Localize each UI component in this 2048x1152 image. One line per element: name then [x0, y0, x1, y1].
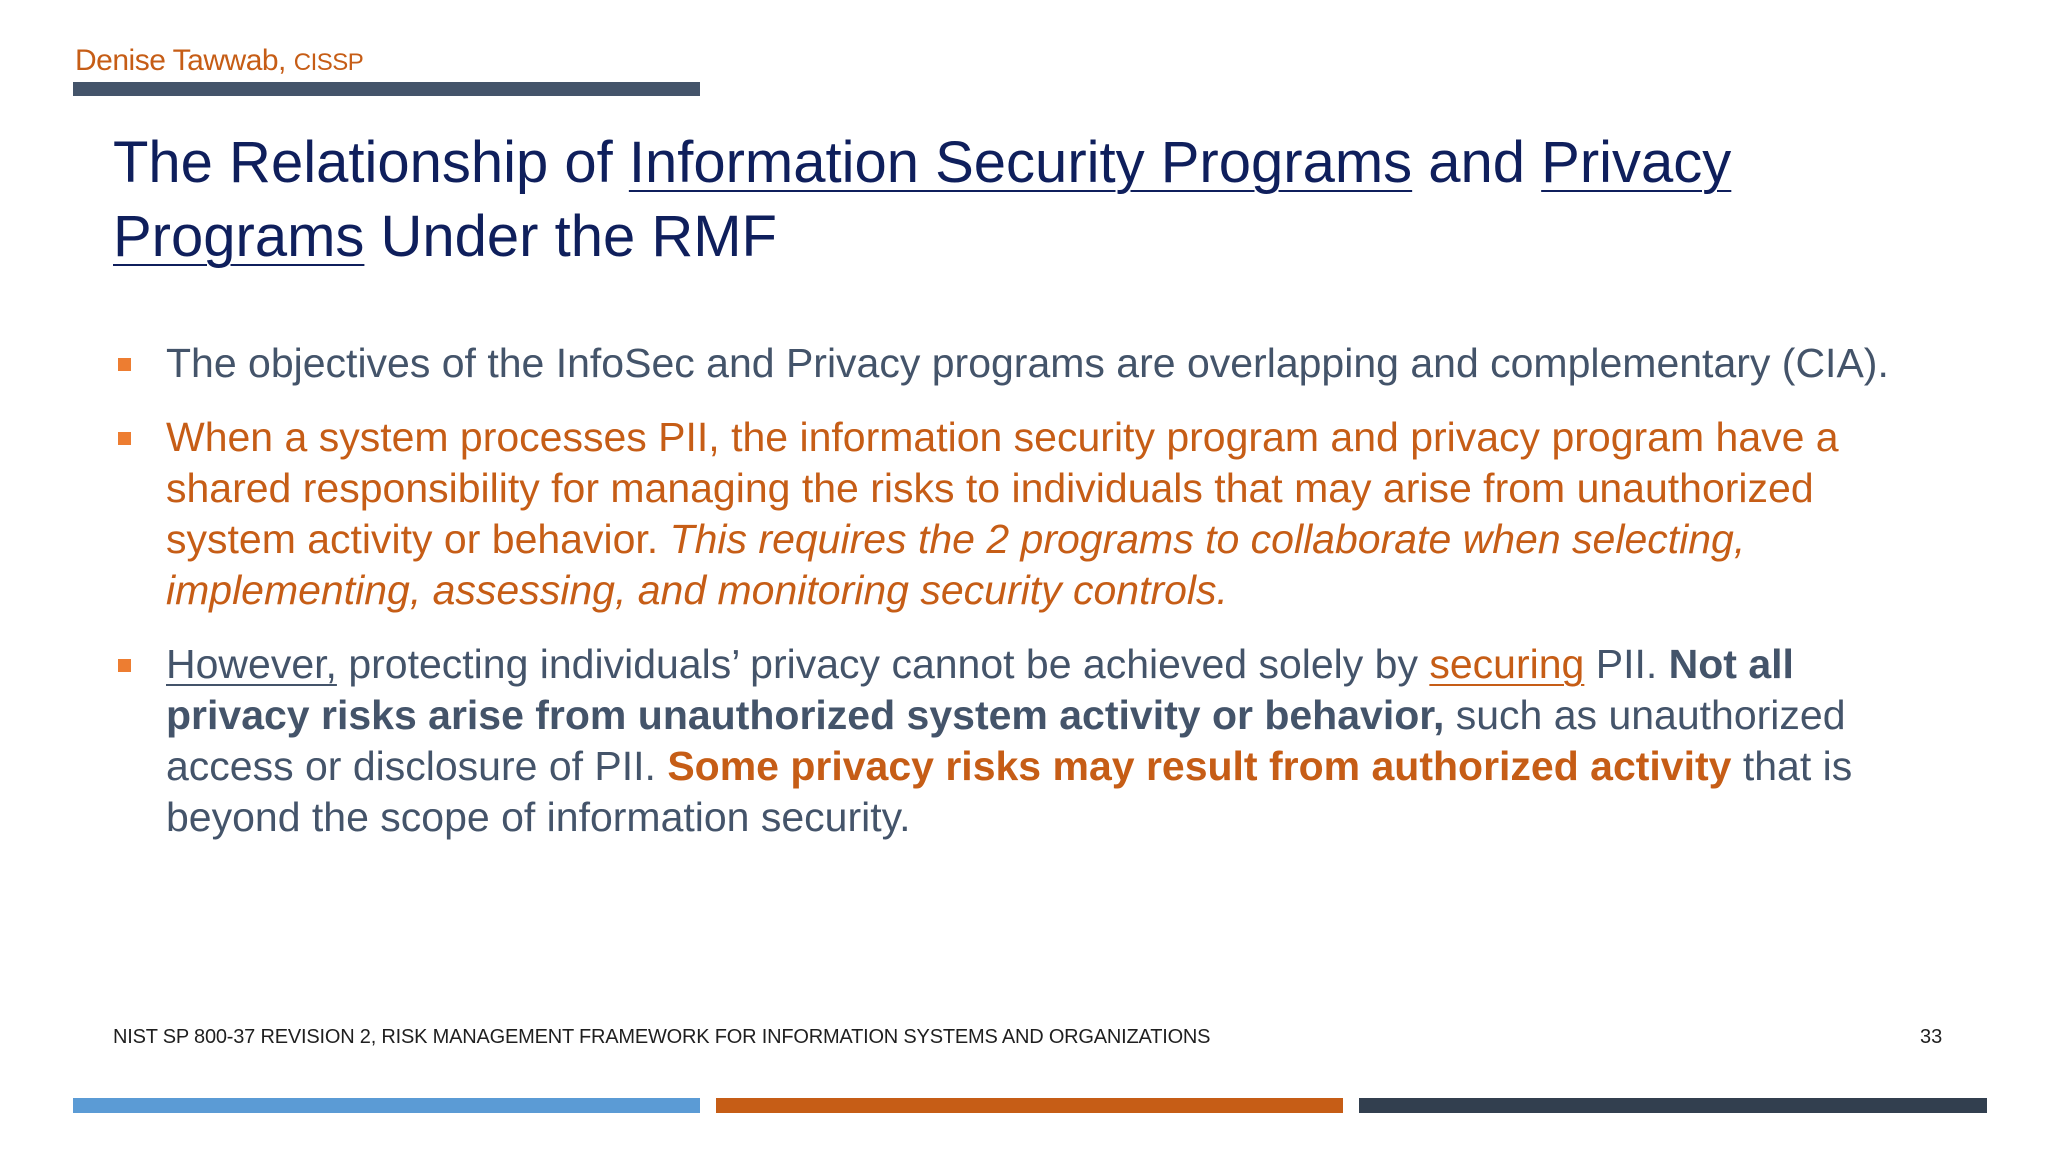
header-rule [73, 82, 700, 96]
bullet-2-italic: This requires the 2 programs to collaborate when selecting, implementing, assessing, and monitoring security controls. [166, 516, 1746, 613]
bullet-objectives [113, 338, 1943, 389]
bullet-list [113, 338, 1943, 866]
bullet-1-text: The objectives of the InfoSec and Privacy programs are overlapping and complementary (CIA). [166, 340, 1889, 386]
bullet-square-icon [118, 659, 131, 672]
page-number: 33 [1920, 1026, 1943, 1048]
bullet-3-bold-2: Some privacy risks may result from authorized activity [667, 743, 1732, 789]
title-part-2: and [1412, 130, 1542, 195]
title-part-3: Under the RMF [364, 204, 777, 269]
title-link-privacy[interactable]: Privacy [1541, 130, 1732, 195]
footer-bar-dark [1359, 1098, 1987, 1113]
footer-bar-orange [716, 1098, 1343, 1113]
bullet-3-text-3: such as unauthorized access or disclosure of PII. [166, 692, 1846, 789]
footer-reference: NIST SP 800-37 REVISION 2, RISK MANAGEMENT FRAMEWORK FOR INFORMATION SYSTEMS AND ORGANIZATIONS [113, 1026, 1211, 1048]
bullet-3-however: However, [166, 641, 337, 687]
title-link-programs[interactable]: Programs [113, 204, 365, 269]
title-part-1: The Relationship of [113, 130, 629, 195]
title-link-infosec-programs[interactable]: Information Security Programs [628, 130, 1413, 195]
bullet-square-icon [118, 358, 131, 371]
bullet-3-bold-1: Not all privacy risks arise from unauthorized system activity or behavior, [166, 641, 1794, 738]
bullet-3-text-2: PII. [1584, 641, 1669, 687]
footer-bar-blue [73, 1098, 700, 1113]
author-name [75, 44, 363, 78]
bullet-3-securing-link[interactable]: securing [1429, 641, 1585, 687]
bullet-3-text-1: protecting individuals’ privacy cannot be achieved solely by [336, 641, 1430, 687]
slide-title [113, 126, 1953, 274]
bullet-2-text: When a system processes PII, the information security program and privacy program have a shared responsibility for managing the risks to individuals that may arise from unauthorized system activity or behavior. [166, 414, 1839, 562]
author-text: Denise Tawwab, [75, 44, 286, 77]
bullet-pii-shared-responsibility [113, 412, 1943, 616]
bullet-however [113, 639, 1943, 843]
bullet-3-text-4: that is beyond the scope of information security. [166, 743, 1853, 840]
author-credential: CISSP [293, 49, 364, 76]
bullet-square-icon [118, 432, 131, 445]
